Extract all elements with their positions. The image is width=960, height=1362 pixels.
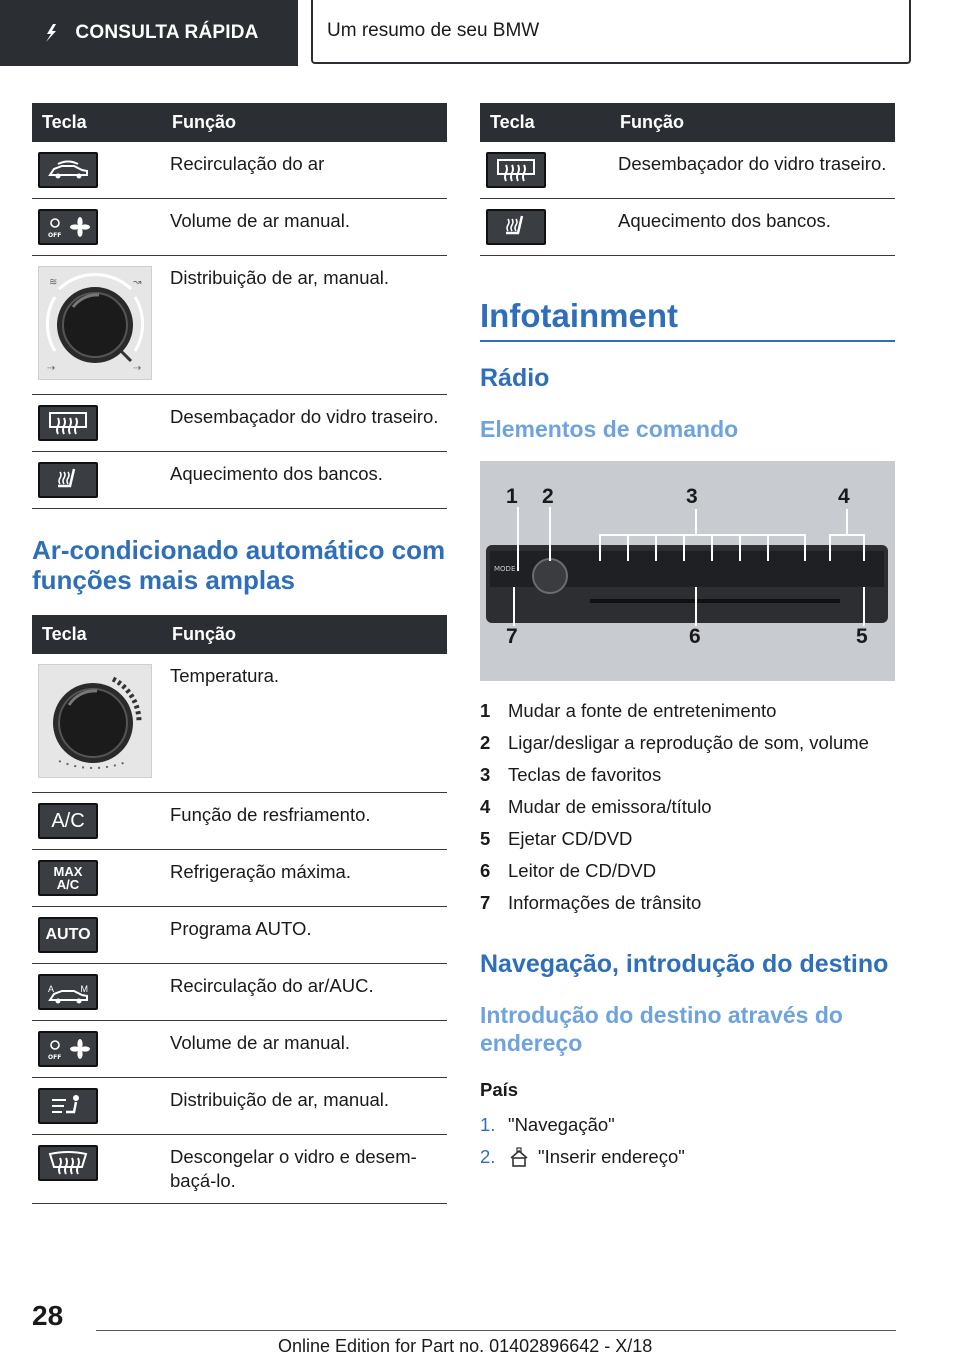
ac-label: A/C	[51, 810, 85, 832]
ac-icon	[38, 803, 98, 839]
callout-7: 7	[506, 625, 518, 648]
table-row	[32, 1135, 447, 1204]
controls-legend	[480, 695, 895, 919]
table-row	[32, 395, 447, 452]
svg-text:⇢: ⇢	[133, 363, 142, 374]
auto-label: AUTO	[45, 926, 91, 943]
column-header-function: Função	[162, 103, 447, 142]
function-text: Refrigeração máxima.	[162, 850, 447, 907]
list-item: 2. "Inserir endereço"	[480, 1146, 685, 1167]
callout-3: 3	[686, 485, 698, 508]
radio-panel-image	[480, 461, 895, 681]
table-row	[32, 1078, 447, 1135]
function-text: Distribuição de ar, manual.	[162, 256, 447, 395]
rear-defrost-icon	[38, 405, 98, 441]
ac-label: A/C	[56, 877, 80, 892]
controls-title: Elementos de comando	[480, 416, 739, 442]
footer-divider	[96, 1330, 896, 1331]
list-item: 6 Leitor de CD/DVD	[480, 860, 657, 881]
table-row	[32, 452, 447, 509]
table-row	[32, 964, 447, 1021]
function-text: Desembaçador do vidro traseiro.	[610, 142, 895, 199]
max-ac-icon	[38, 860, 98, 896]
list-item: 1. "Navegação"	[480, 1114, 615, 1135]
windshield-defrost-icon	[38, 1145, 98, 1181]
function-text: Recirculação do ar/AUC.	[162, 964, 447, 1021]
auc-label-a: A	[48, 984, 55, 994]
table-row	[32, 256, 447, 395]
address-icon	[508, 1146, 530, 1168]
air-distribution-knob-icon	[38, 266, 152, 380]
address-title: Introdução do destino através do endereço	[480, 1002, 843, 1056]
column-header-key: Tecla	[32, 103, 162, 142]
function-text: Aquecimento dos bancos.	[610, 199, 895, 256]
column-header-function: Função	[610, 103, 895, 142]
table-row	[32, 907, 447, 964]
page-number: 28	[32, 1300, 64, 1331]
callout-1: 1	[506, 485, 518, 508]
seat-heating-icon	[486, 209, 546, 245]
table-row	[32, 850, 447, 907]
table-row	[32, 1021, 447, 1078]
table-row	[32, 793, 447, 850]
recirculation-icon	[38, 152, 98, 188]
chapter-header	[311, 0, 911, 64]
recirculation-auc-icon	[38, 974, 98, 1010]
footer-edition: Online Edition for Part no. 01402896642 - X/18	[278, 1336, 653, 1356]
function-text: Descongelar o vidro e desembaçá-lo.	[162, 1135, 447, 1204]
list-item: 2 Ligar/desligar a reprodução de som, volume	[480, 732, 869, 753]
air-distribution-icon	[38, 1088, 98, 1124]
column-header-function: Função	[162, 615, 447, 654]
steps-list	[480, 1109, 895, 1173]
climate-key-table-2	[32, 615, 447, 1204]
function-text: Recirculação do ar	[162, 142, 447, 199]
svg-text:⇢: ⇢	[47, 363, 56, 374]
climate-key-table-3	[480, 103, 895, 256]
svg-text:OFF: OFF	[48, 232, 62, 239]
table-row	[32, 142, 447, 199]
chapter-subtitle: Um resumo de seu BMW	[327, 20, 540, 41]
function-text: Temperatura.	[162, 654, 447, 793]
section-tab[interactable]	[0, 0, 298, 66]
country-label: País	[480, 1079, 519, 1100]
callout-6: 6	[689, 625, 701, 648]
list-item: 3 Teclas de favoritos	[480, 764, 662, 785]
callout-2: 2	[542, 485, 554, 508]
section-heading: Ar-condicionado automático com funções mais amplas	[32, 535, 446, 595]
table-row	[480, 142, 895, 199]
function-text: Programa AUTO.	[162, 907, 447, 964]
function-text: Volume de ar manual.	[162, 199, 447, 256]
callout-5: 5	[856, 625, 868, 648]
column-header-key: Tecla	[480, 103, 610, 142]
list-item: 7 Informações de trânsito	[480, 892, 702, 913]
fan-volume-icon	[38, 1031, 98, 1067]
list-item: 4 Mudar de emissora/título	[480, 796, 712, 817]
table-row	[480, 199, 895, 256]
table-row	[32, 199, 447, 256]
list-item: 1 Mudar a fonte de entretenimento	[480, 700, 777, 721]
svg-text:≋: ≋	[49, 277, 58, 288]
radio-title: Rádio	[480, 364, 550, 392]
function-text: Volume de ar manual.	[162, 1021, 447, 1078]
auto-icon	[38, 917, 98, 953]
function-text: Desembaçador do vidro traseiro.	[162, 395, 447, 452]
auc-label-m: M	[80, 984, 88, 994]
function-text: Aquecimento dos bancos.	[162, 452, 447, 509]
climate-key-table-1	[32, 103, 447, 509]
temperature-knob-icon	[38, 664, 152, 778]
svg-text:MODE: MODE	[494, 565, 516, 573]
svg-text:↝: ↝	[133, 277, 142, 288]
section-title: CONSULTA RÁPIDA	[75, 22, 259, 43]
table-row	[32, 654, 447, 793]
right-column	[480, 103, 895, 1173]
function-text: Distribuição de ar, manual.	[162, 1078, 447, 1135]
list-item: 5 Ejetar CD/DVD	[480, 828, 633, 849]
left-column	[32, 103, 447, 1204]
column-header-key: Tecla	[32, 615, 162, 654]
max-label: MAX	[53, 864, 83, 879]
navigation-title: Navegação, introdução do destino	[480, 950, 889, 978]
function-text: Função de resfriamento.	[162, 793, 447, 850]
svg-text:OFF: OFF	[48, 1054, 62, 1061]
infotainment-title: Infotainment	[480, 296, 895, 342]
fan-volume-icon	[38, 209, 98, 245]
callout-4: 4	[838, 485, 850, 508]
seat-heating-icon	[38, 462, 98, 498]
rear-defrost-icon	[486, 152, 546, 188]
quick-reference-icon	[39, 22, 61, 44]
